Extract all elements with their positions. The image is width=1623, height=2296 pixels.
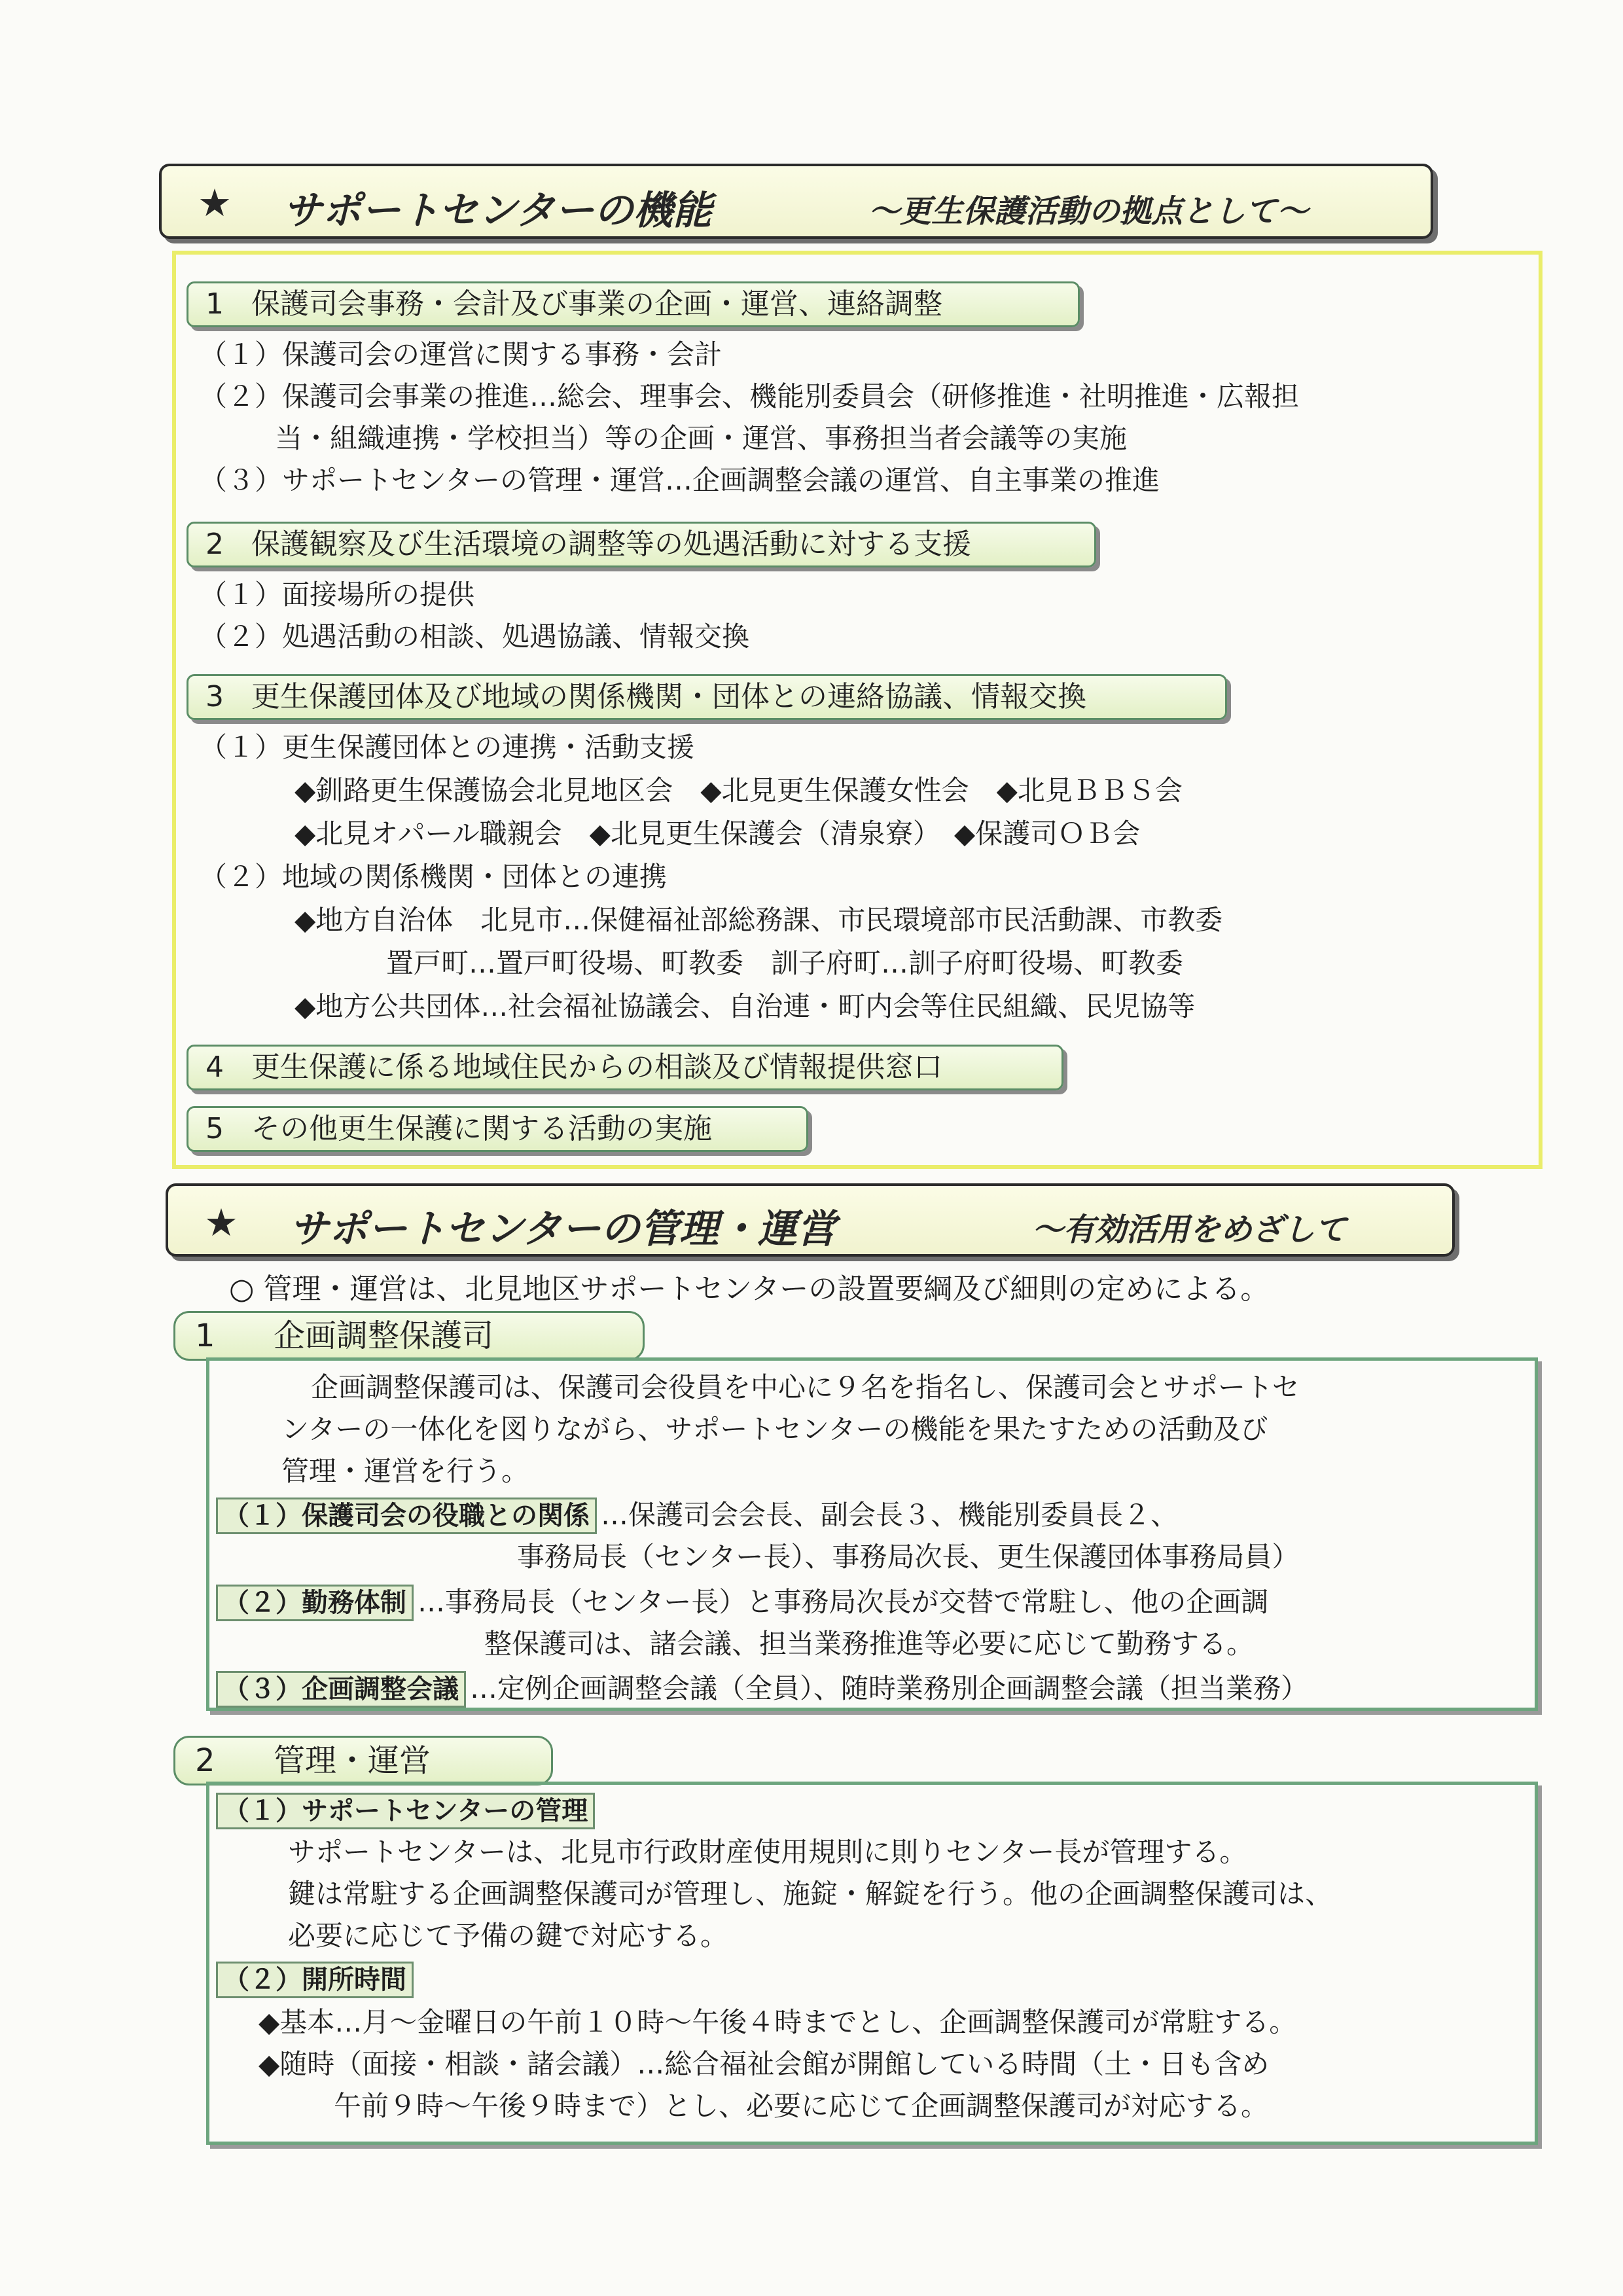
management-row — [216, 1791, 599, 1830]
text-line: （２）保護司会事業の推進…総会、理事会、機能別委員会（研修推進・社明推進・広報担 — [200, 380, 1300, 412]
section1-item-4 — [187, 1045, 1063, 1090]
hours-row — [216, 1960, 418, 1999]
item-label: 保護観察及び生活環境の調整等の処遇活動に対する支援 — [251, 528, 971, 561]
paragraph-line: 必要に応じて予備の鍵で対応する。 — [288, 1920, 728, 1952]
role-text: …保護司会会長、副会長３、機能別委員長２、 — [601, 1499, 1179, 1531]
item-number: 3 — [205, 680, 224, 713]
hours-line: ◆基本…月～金曜日の午前１０時～午後４時までとし、企画調整保護司が常駐する。 — [259, 2006, 1297, 2038]
section2-subtitle: ～有効活用をめざして — [1032, 1211, 1347, 1248]
text-line: （１）保護司会の運営に関する事務・会計 — [200, 338, 722, 370]
hours-line: 午前９時～午後９時まで）とし、必要に応じて企画調整保護司が対応する。 — [334, 2090, 1269, 2122]
heading-number: 1 — [195, 1318, 215, 1354]
star-icon: ★ — [198, 181, 232, 225]
heading-number: 2 — [195, 1742, 215, 1779]
meeting-text: …定例企画調整会議（全員）、随時業務別企画調整会議（担当業務） — [470, 1672, 1309, 1704]
section1-subtitle: ～更生保護活動の拠点として～ — [868, 193, 1309, 230]
section2-heading-1 — [173, 1311, 645, 1361]
text-line: 当・組織連携・学校担当）等の企画・運営、事務担当者会議等の実施 — [275, 422, 1128, 454]
paragraph-line: 鍵は常駐する企画調整保護司が管理し、施錠・解錠を行う。他の企画調整保護司は、 — [288, 1878, 1333, 1910]
text-line: ◆釧路更生保護協会北見地区会 ◆北見更生保護女性会 ◆北見ＢＢＳ会 — [294, 774, 1183, 806]
section1-item-2 — [187, 522, 1096, 567]
section1-item-3 — [187, 674, 1227, 720]
text-line: ◆地方公共団体…社会福祉協議会、自治連・町内会等住民組織、民児協等 — [294, 990, 1196, 1022]
section1-title: サポートセンターの機能 — [283, 188, 712, 234]
text-line: （１）更生保護団体との連携・活動支援 — [200, 731, 695, 763]
paragraph-line: サポートセンターは、北見市行政財産使用規則に則りセンター長が管理する。 — [288, 1836, 1247, 1868]
item-number: 5 — [205, 1112, 224, 1145]
item-label: 保護司会事務・会計及び事業の企画・運営、連絡調整 — [251, 287, 942, 321]
item-number: 1 — [205, 287, 224, 321]
text-line: （２）処遇活動の相談、処遇協議、情報交換 — [200, 620, 750, 653]
section2-banner — [166, 1183, 1455, 1257]
text-line: （３）サポートセンターの管理・運営…企画調整会議の運営、自主事業の推進 — [200, 464, 1160, 496]
section2-title: サポートセンターの管理・運営 — [289, 1206, 836, 1252]
meeting-tag: （３）企画調整会議 — [216, 1671, 466, 1708]
item-number: 2 — [205, 528, 224, 561]
role-continuation: 事務局長（センター長）、事務局次長、更生保護団体事務局員） — [517, 1541, 1300, 1573]
section1-item-5 — [187, 1106, 808, 1152]
role-row — [216, 1496, 1178, 1535]
management-tag: （１）サポートセンターの管理 — [216, 1793, 595, 1829]
heading-label: 管理・運営 — [274, 1742, 431, 1779]
paragraph-line: ンターの一体化を図りながら、サポートセンターの機能を果たすための活動及び — [281, 1413, 1268, 1445]
shift-tag: （２）勤務体制 — [216, 1585, 414, 1621]
text-line: （２）地域の関係機関・団体との連携 — [200, 861, 668, 893]
item-number: 4 — [205, 1050, 224, 1084]
section1-item-1 — [187, 281, 1080, 327]
hours-line: ◆随時（面接・相談・諸会議）…総合福祉会館が開館している時間（土・日も含め — [259, 2048, 1270, 2080]
paragraph-line: 管理・運営を行う。 — [281, 1455, 529, 1487]
text-line: ◆地方自治体 北見市…保健福祉部総務課、市民環境部市民活動課、市教委 — [294, 904, 1223, 936]
text-line: 置戸町…置戸町役場、町教委 訓子府町…訓子府町役場、町教委 — [386, 947, 1184, 979]
item-label: その他更生保護に関する活動の実施 — [251, 1112, 712, 1145]
section1-banner — [159, 164, 1433, 239]
item-label: 更生保護に係る地域住民からの相談及び情報提供窓口 — [251, 1050, 942, 1084]
shift-text: …事務局長（センター長）と事務局次長が交替で常駐し、他の企画調 — [418, 1586, 1269, 1618]
text-line: （１）面接場所の提供 — [200, 579, 475, 611]
section2-heading-2 — [173, 1736, 553, 1785]
role-tag: （１）保護司会の役職との関係 — [216, 1498, 597, 1534]
section2-intro: ○ 管理・運営は、北見地区サポートセンターの設置要綱及び細則の定めによる。 — [229, 1272, 1270, 1306]
text-line: ◆北見オパール職親会 ◆北見更生保護会（清泉寮） ◆保護司ＯＢ会 — [294, 817, 1141, 850]
heading-label: 企画調整保護司 — [274, 1318, 494, 1354]
hours-tag: （２）開所時間 — [216, 1962, 414, 1998]
item-label: 更生保護団体及び地域の関係機関・団体との連絡協議、情報交換 — [251, 680, 1086, 713]
star-icon: ★ — [204, 1200, 238, 1245]
meeting-row — [216, 1669, 1308, 1708]
shift-continuation: 整保護司は、諸会議、担当業務推進等必要に応じて勤務する。 — [484, 1628, 1255, 1660]
paragraph-line: 企画調整保護司は、保護司会役員を中心に９名を指名し、保護司会とサポートセ — [311, 1371, 1300, 1403]
shift-row — [216, 1583, 1268, 1622]
